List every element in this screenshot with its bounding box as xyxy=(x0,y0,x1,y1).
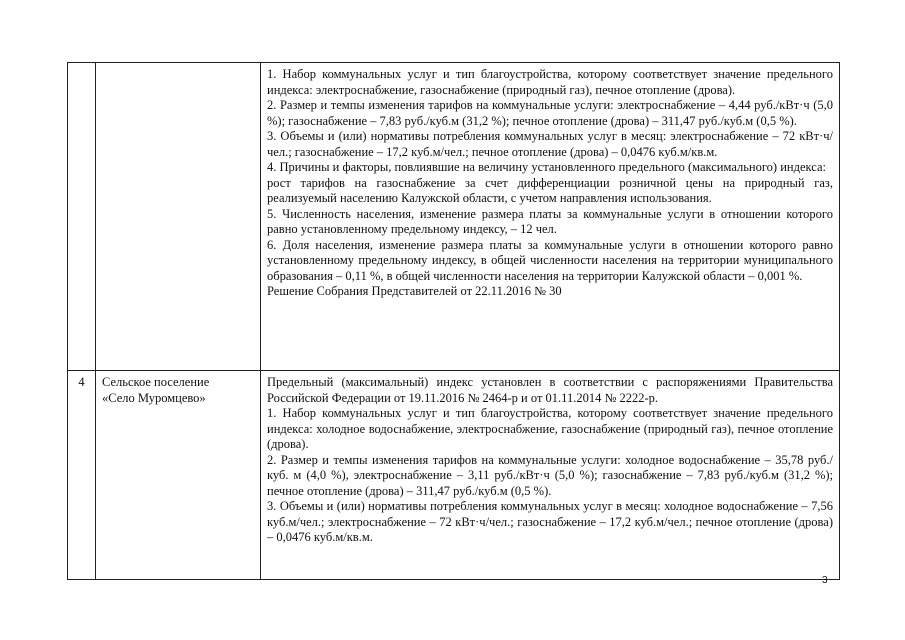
paragraph: 2. Размер и темпы изменения тарифов на коммунальные услуги: холодное водоснабжение – 35,78 руб./куб. м (4,0 %), электроснабжение – 3,11 руб./кВт·ч (5,0 %); газоснабжение – 7,83 руб./куб.м (31,2 %); печное отопление (дрова) – 311,47 руб./куб.м (0,5 %). xyxy=(267,452,833,498)
paragraph: Предельный (максимальный) индекс установлен в соответствии с распоряжениями Правительства Российской Федерации от 19.11.2016 № 2464-р и от 01.11.2014 № 2222-р. xyxy=(267,375,833,405)
paragraph: рост тарифов на газоснабжение за счет дифференциации розничной цены на природный газ, реализуемый населению Калужской области, с учетом направления использования. xyxy=(267,175,833,205)
row-number-cell: 4 xyxy=(68,371,96,579)
municipality-name-line: Сельское поселение xyxy=(102,375,210,389)
row-number-cell xyxy=(68,63,96,370)
table-row xyxy=(68,63,839,371)
content-cell xyxy=(261,63,839,370)
paragraph: 2. Размер и темпы изменения тарифов на коммунальные услуги: электроснабжение – 4,44 руб./кВт·ч (5,0 %); газоснабжение – 7,83 руб./куб.м (31,2 %); печное отопление (дрова) – 311,47 руб./куб.м (0,5 %). xyxy=(267,98,833,128)
paragraph: 1. Набор коммунальных услуг и тип благоустройства, которому соответствует значение предельного индекса: электроснабжение, газоснабжение (природный газ), печное отопление (дрова). xyxy=(267,67,833,97)
paragraph: 1. Набор коммунальных услуг и тип благоустройства, которому соответствует значение предельного индекса: холодное водоснабжение, электроснабжение, газоснабжение (природный газ), печное отопление (дрова). xyxy=(267,406,833,451)
paragraph: 6. Доля населения, изменение размера платы за коммунальные услуги в отношении которого равно установленному предельному индексу, в общей численности населения на территории муниципального образования – 0,11 %, в общей численности населения на территории Калужской области – 0,001 %. xyxy=(267,237,833,283)
municipality-name-cell xyxy=(96,63,261,370)
document-table xyxy=(67,62,840,580)
page-number: 3 xyxy=(822,575,828,586)
paragraph: 5. Численность населения, изменение размера платы за коммунальные услуги в отношении которого равно установленному предельному индексу, – 12 чел. xyxy=(267,206,833,236)
decision-reference: Решение Собрания Представителей от 22.11.2016 № 30 xyxy=(267,284,562,298)
municipality-name-cell xyxy=(96,371,261,579)
paragraph: 3. Объемы и (или) нормативы потребления коммунальных услуг в месяц: холодное водоснабжение – 7,56 куб.м/чел.; электроснабжение – 72 кВт·ч/чел.; газоснабжение – 17,2 куб.м/чел.; печное отопление (дрова) – 0,0476 куб.м/кв.м. xyxy=(267,499,833,544)
content-cell xyxy=(261,371,839,579)
table-row xyxy=(68,371,839,579)
paragraph: 4. Причины и факторы, повлиявшие на величину установленного предельного (максимального) индекса: xyxy=(267,160,826,174)
paragraph: 3. Объемы и (или) нормативы потребления коммунальных услуг в месяц: электроснабжение – 72 кВт·ч/чел.; газоснабжение – 17,2 куб.м/чел.; печное отопление (дрова) – 0,0476 куб.м/кв.м. xyxy=(267,129,833,159)
municipality-name-line: «Село Муромцево» xyxy=(102,390,206,405)
